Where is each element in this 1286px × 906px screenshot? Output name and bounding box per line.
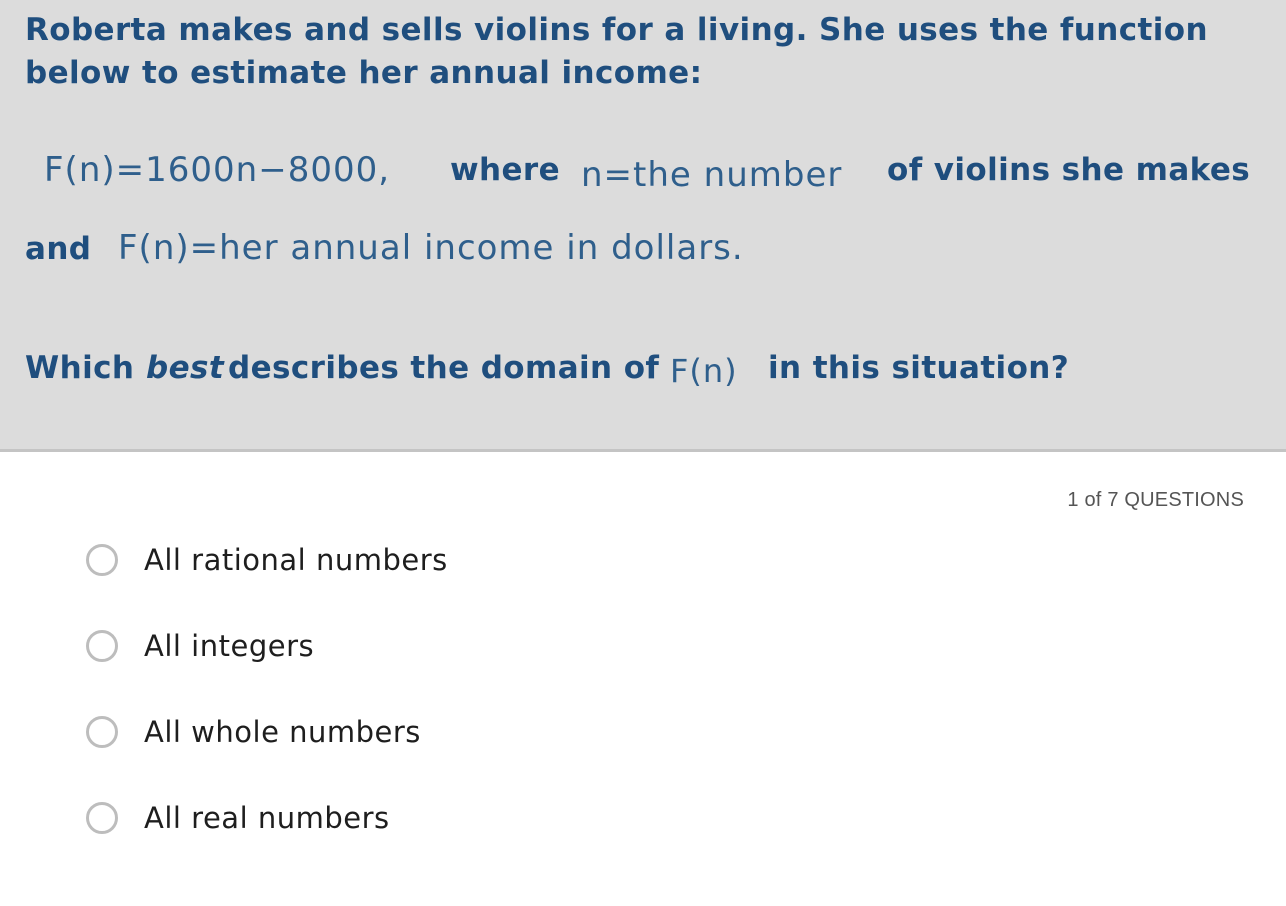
answer-choice-whole[interactable] <box>86 713 421 751</box>
answer-choice-label: All integers <box>144 629 315 663</box>
answer-choice-label: All rational numbers <box>144 543 448 577</box>
radio-button-icon[interactable] <box>86 716 118 748</box>
radio-button-icon[interactable] <box>86 630 118 662</box>
answer-choice-rational[interactable] <box>86 541 448 579</box>
question-panel <box>0 0 1286 452</box>
question-intro: Roberta makes and sells violins for a living. She uses the function below to estimate her annual income: <box>25 12 1208 91</box>
where-word: where <box>450 152 561 188</box>
n-definition-tail: of violins she makes <box>887 152 1251 188</box>
and-word: and <box>25 231 92 267</box>
function-equation: F(n)=1600n−8000, <box>44 150 391 190</box>
answer-choice-integers[interactable] <box>86 627 314 665</box>
f-definition: F(n)=her annual income in dollars. <box>118 228 744 268</box>
prompt-mid: describes the domain of <box>228 350 660 386</box>
prompt-emphasis: best <box>146 350 225 386</box>
prompt-function: F(n) <box>670 352 738 390</box>
radio-button-icon[interactable] <box>86 544 118 576</box>
prompt-start: Which <box>25 350 135 386</box>
answer-choice-label: All real numbers <box>144 801 390 835</box>
radio-button-icon[interactable] <box>86 802 118 834</box>
question-counter: 1 of 7 QUESTIONS <box>1067 489 1244 511</box>
answer-choice-real[interactable] <box>86 799 390 837</box>
prompt-end: in this situation? <box>768 350 1070 386</box>
n-definition: n=the number <box>581 155 843 195</box>
answer-choice-label: All whole numbers <box>144 715 421 749</box>
